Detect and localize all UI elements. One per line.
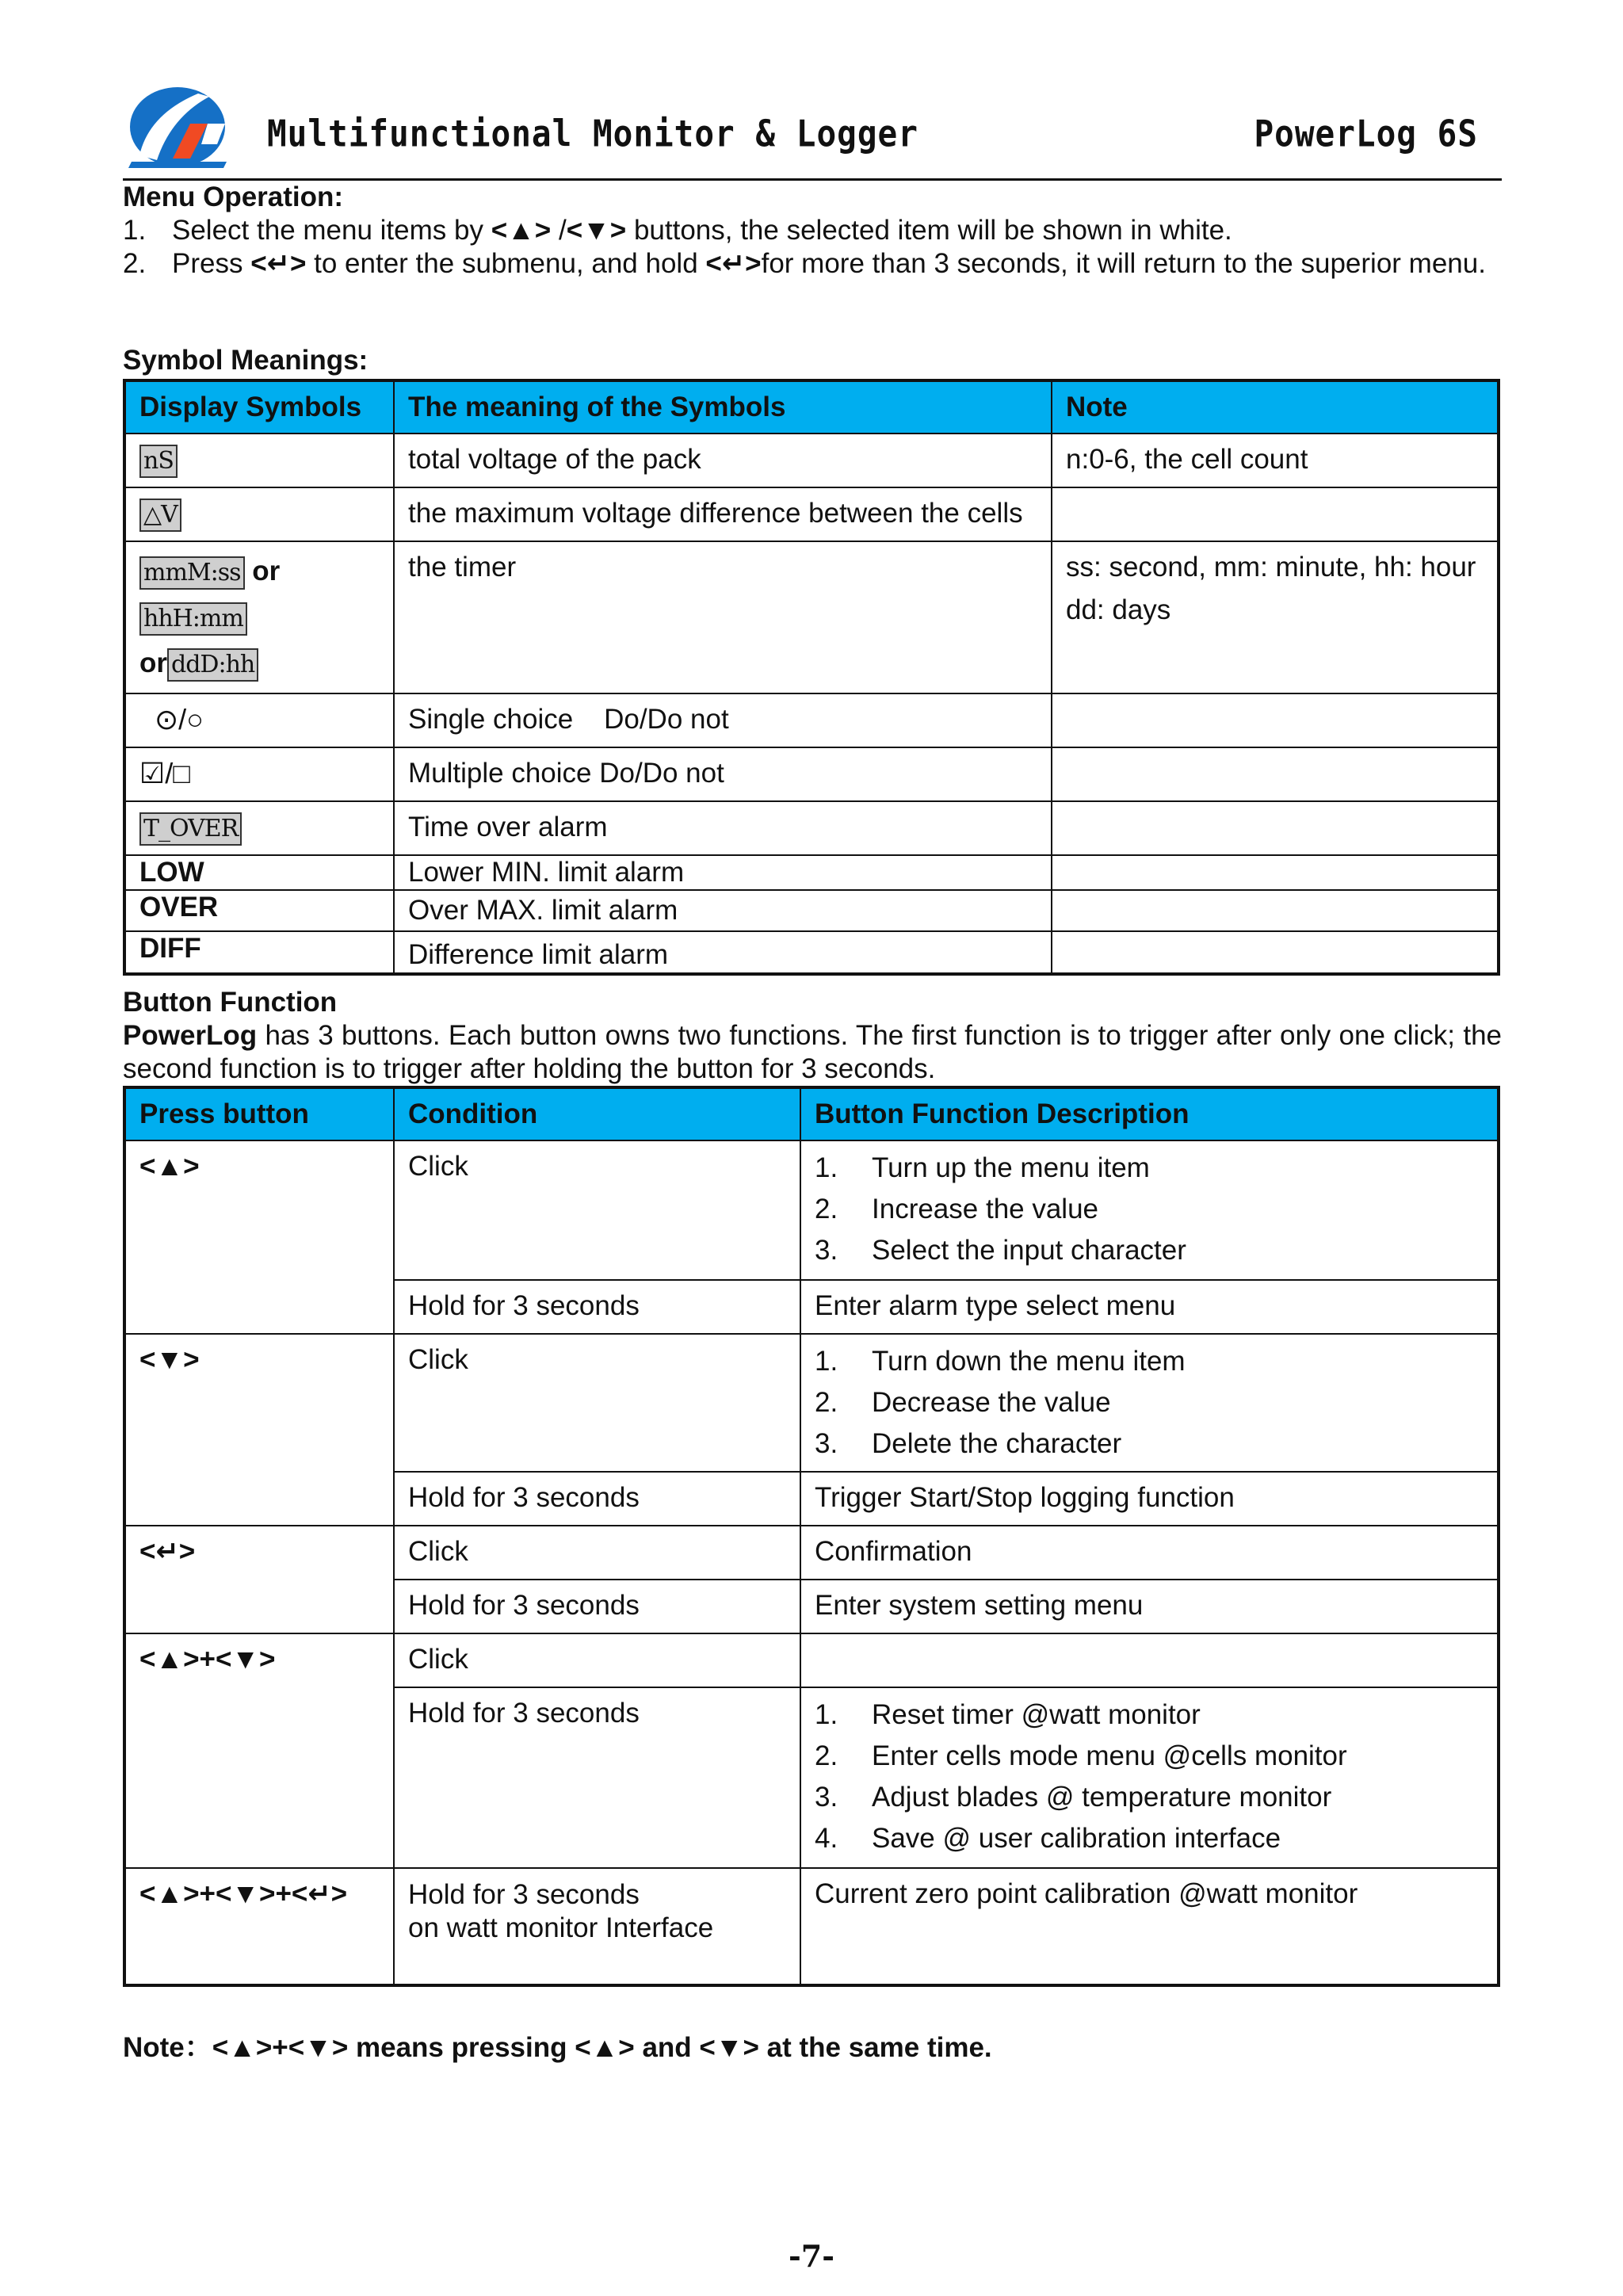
lcd-symbol: T_OVER (139, 812, 242, 846)
button-cell: <↵> (124, 1526, 394, 1633)
table-row: mmM:ss or hhH:mm or ddD:hh the timer ss: second, mm: minute, hh: hour dd: days (124, 541, 1499, 693)
menu-operation-section (123, 181, 1502, 281)
button-cell: <▼> (124, 1334, 394, 1526)
table-row: Hold for 3 seconds Trigger Start/Stop logging function (124, 1472, 1499, 1526)
table-row: Hold for 3 seconds Enter alarm type select menu (124, 1280, 1499, 1334)
list-item: 2. Decrease the value (815, 1387, 1111, 1418)
column-header: Press button (124, 1087, 394, 1140)
symbol-meanings-heading: Symbol Meanings: (123, 345, 369, 376)
column-header: Note (1052, 380, 1499, 434)
table-row: <▼> Click 1. Turn down the menu item 2. Decrease the value 3. Delete the character (124, 1334, 1499, 1472)
column-header: Condition (394, 1087, 800, 1140)
list-item: 3. Adjust blades @ temperature monitor (815, 1782, 1332, 1813)
button-function-table (123, 1086, 1500, 1987)
table-row: ☑/□ Multiple choice Do/Do not (124, 747, 1499, 801)
button-cell: <▲> (124, 1140, 394, 1334)
list-item: 1. Reset timer @watt monitor (815, 1699, 1201, 1730)
table-header-row (124, 1087, 1499, 1140)
list-item: 1. Turn down the menu item (815, 1346, 1186, 1377)
description-list (815, 1341, 1484, 1465)
list-item: 2. Increase the value (815, 1194, 1099, 1224)
lcd-symbol: ddD:hh (167, 648, 258, 682)
table-row: nS total voltage of the pack n:0-6, the cell count (124, 434, 1499, 487)
table-row: ⊙/○ Single choice Do/Do not (124, 693, 1499, 747)
table-row: <▲>+<▼> Click (124, 1633, 1499, 1687)
company-logo-icon (125, 82, 233, 170)
list-item: 4. Save @ user calibration interface (815, 1823, 1281, 1854)
table-row: T_OVER Time over alarm (124, 801, 1499, 855)
table-row: <↵> Click Confirmation (124, 1526, 1499, 1580)
menu-operation-heading: Menu Operation: (123, 181, 344, 212)
lcd-symbol: mmM:ss (139, 556, 245, 590)
table-row: Hold for 3 seconds 1. Reset timer @watt monitor 2. Enter cells mode menu @cells monitor 3. Adjust blades @ temperature monitor 4. Save @ user calibration interface (124, 1687, 1499, 1868)
description-list (815, 1148, 1484, 1271)
table-row: DIFF Difference limit alarm (124, 931, 1499, 974)
header-title: Multifunctional Monitor & Logger (267, 113, 918, 155)
radio-symbol-icon: ⊙/○ (155, 703, 204, 735)
checkbox-symbol-icon: ☑/□ (139, 757, 191, 789)
menu-operation-list (123, 214, 1502, 281)
table-row: △V the maximum voltage difference between the cells (124, 487, 1499, 541)
table-row: <▲>+<▼>+<↵> Hold for 3 seconds on watt monitor Interface Current zero point calibration @watt monitor (124, 1868, 1499, 1985)
lcd-symbol: nS (139, 445, 178, 478)
lcd-symbol: △V (139, 499, 181, 532)
list-item: 2. Enter cells mode menu @cells monitor (815, 1740, 1347, 1771)
table-row: <▲> Click 1. Turn up the menu item 2. Increase the value 3. Select the input character (124, 1140, 1499, 1280)
page-number: -7- (789, 2238, 834, 2274)
button-cell: <▲>+<▼>+<↵> (124, 1868, 394, 1985)
list-item: 2. Press <↵> to enter the submenu, and hold <↵>for more than 3 seconds, it will return to the superior menu. (123, 248, 1486, 279)
description-list (815, 1694, 1484, 1859)
button-function-heading: Button Function (123, 987, 338, 1018)
footnote: Note：<▲>+<▼> means pressing <▲> and <▼> at the same time. (123, 2032, 992, 2063)
list-item: 3. Delete the character (815, 1428, 1122, 1459)
symbol-meanings-table (123, 379, 1500, 976)
table-row: Hold for 3 seconds Enter system setting menu (124, 1580, 1499, 1633)
table-row: LOW Lower MIN. limit alarm (124, 855, 1499, 890)
lcd-symbol: hhH:mm (139, 602, 247, 636)
column-header: Button Function Description (800, 1087, 1499, 1140)
table-header-row (124, 380, 1499, 434)
list-item: 1. Select the menu items by <▲> /<▼> buttons, the selected item will be shown in white. (123, 215, 1232, 246)
list-item: 1. Turn up the menu item (815, 1152, 1150, 1183)
list-item: 3. Select the input character (815, 1235, 1186, 1266)
column-header: The meaning of the Symbols (394, 380, 1052, 434)
header-model: PowerLog 6S (1254, 113, 1478, 155)
button-function-section (123, 986, 1502, 1086)
button-cell: <▲>+<▼> (124, 1633, 394, 1868)
table-row: OVER Over MAX. limit alarm (124, 890, 1499, 931)
button-function-intro: PowerLog has 3 buttons. Each button owns two functions. The first function is to trigger after only one click; the second function is to trigger after holding the button for 3 seconds. (123, 1020, 1502, 1084)
column-header: Display Symbols (124, 380, 394, 434)
